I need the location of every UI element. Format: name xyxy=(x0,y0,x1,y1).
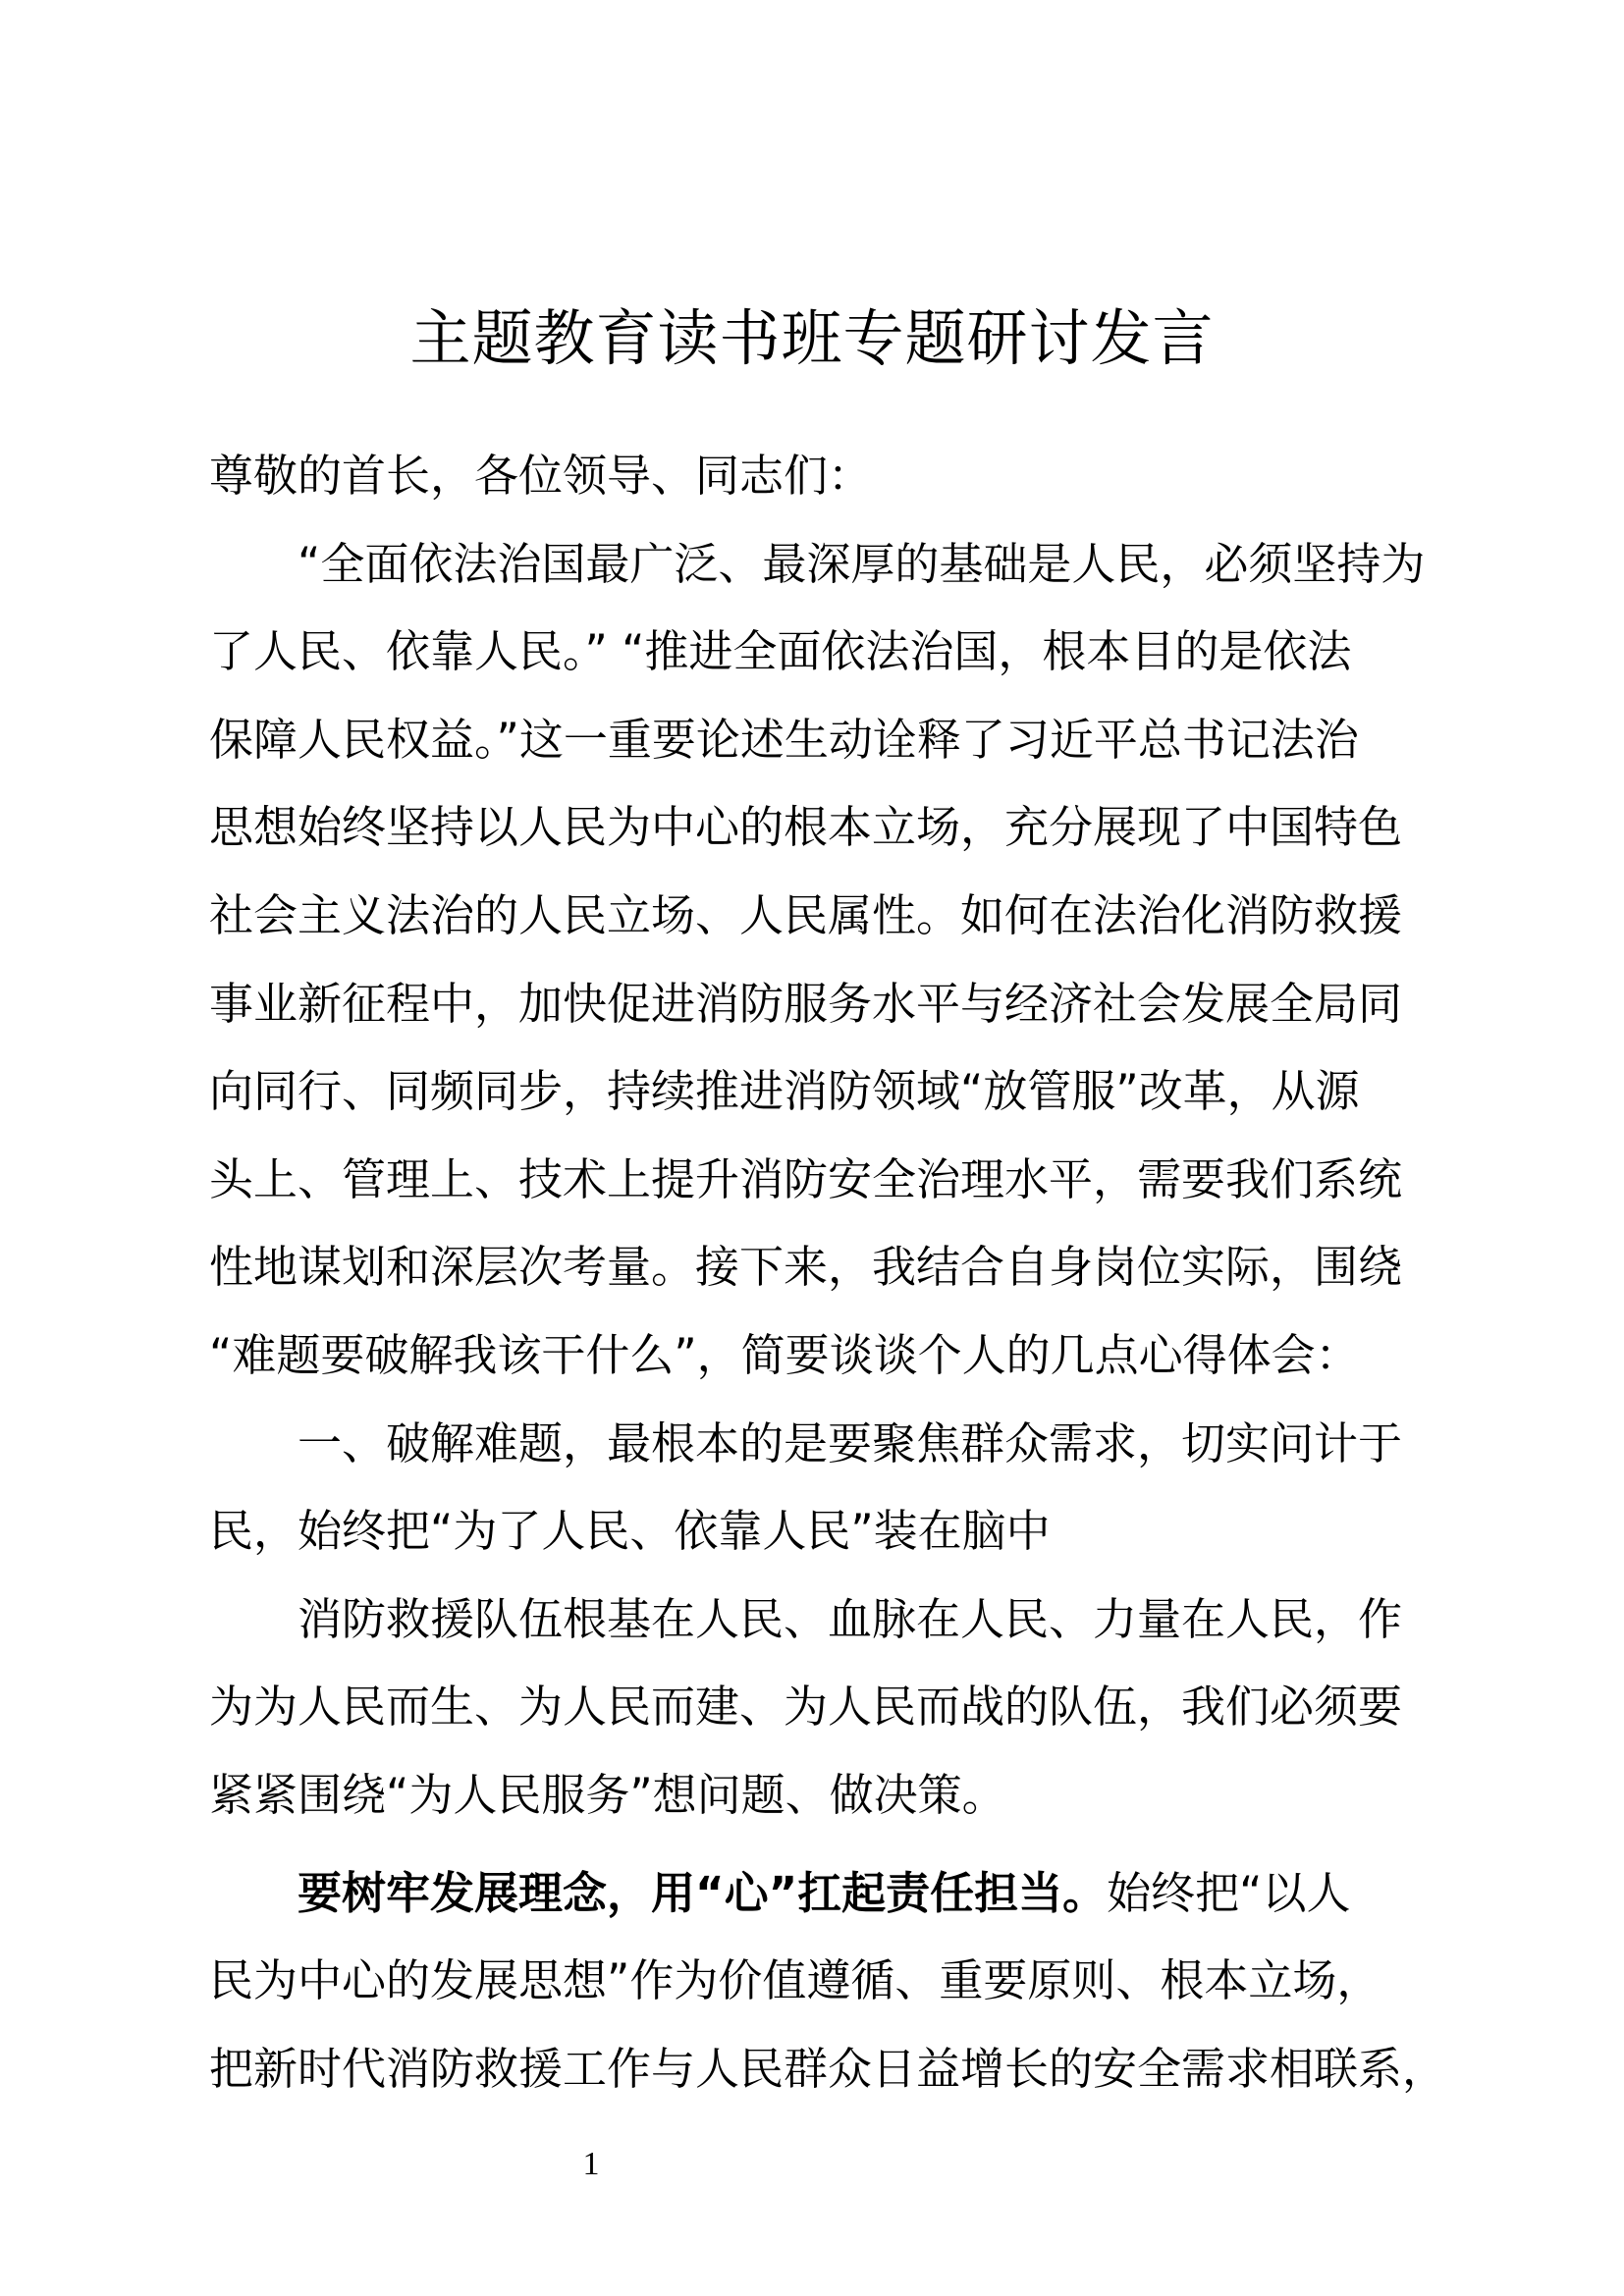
text-line: 头上、管理上、技术上提升消防安全治理水平，需要我们系统 xyxy=(209,1152,1403,1205)
page-number: 1 xyxy=(582,2146,600,2182)
text-line: 尊敬的首长，各位领导、同志们： xyxy=(209,450,873,502)
text-line: 性地谋划和深层次考量。接下来，我结合自身岗位实际，围绕 xyxy=(209,1241,1403,1294)
paragraph-intro xyxy=(209,520,1436,1400)
text-line: 消防救援队伍根基在人民、血脉在人民、力量在人民，作 xyxy=(298,1592,1403,1645)
salutation xyxy=(209,432,1436,520)
text-line: 社会主义法治的人民立场、人民属性。如何在法治化消防救援 xyxy=(209,888,1403,941)
text-line: 一、破解难题，最根本的是要聚焦群众需求，切实问计于 xyxy=(298,1416,1403,1469)
text-line: 事业新征程中，加快促进消防服务水平与经济社会发展全局同 xyxy=(209,977,1403,1030)
text-line: 了人民、依靠人民。” “推进全面依法治国，根本目的是依法 xyxy=(209,625,1352,678)
text-line xyxy=(209,1849,1436,1938)
text-line: 向同行、同频同步，持续推进消防领域“放管服”改革，从源 xyxy=(209,1065,1360,1118)
text-line: 紧紧围绕“为人民服务”想问题、做决策。 xyxy=(209,1768,1006,1821)
text-run: 始终把“以人 xyxy=(1107,1866,1351,1919)
text-line: “全面依法治国最广泛、最深厚的基础是人民，必须坚持为 xyxy=(298,537,1426,590)
paragraph-team-roots xyxy=(209,1575,1436,1840)
document-title: 主题教育读书班专题研讨发言 xyxy=(409,302,1215,374)
bold-lead-sentence: 要树牢发展理念，用“心”扛起责任担当。 xyxy=(298,1866,1108,1919)
section-heading-1 xyxy=(209,1400,1436,1575)
text-line: 把新时代消防救援工作与人民群众日益增长的安全需求相联系， xyxy=(209,2042,1447,2095)
document-body xyxy=(209,432,1447,2112)
text-line: 保障人民权益。”这一重要论述生动诠释了习近平总书记法治 xyxy=(209,713,1359,766)
paragraph-development-concept xyxy=(209,1849,1447,2113)
text-line: 民为中心的发展思想”作为价值遵循、重要原则、根本立场， xyxy=(209,1954,1381,2007)
text-line: 为为人民而生、为人民而建、为人民而战的队伍，我们必须要 xyxy=(209,1681,1403,1734)
text-line: 思想始终坚持以人民为中心的根本立场，充分展现了中国特色 xyxy=(209,801,1403,854)
paragraph-gap xyxy=(209,1840,1436,1849)
text-line: “难题要破解我该干什么”，简要谈谈个人的几点心得体会： xyxy=(209,1328,1360,1381)
text-line: 民，始终把“为了人民、依靠人民”装在脑中 xyxy=(209,1505,1051,1558)
